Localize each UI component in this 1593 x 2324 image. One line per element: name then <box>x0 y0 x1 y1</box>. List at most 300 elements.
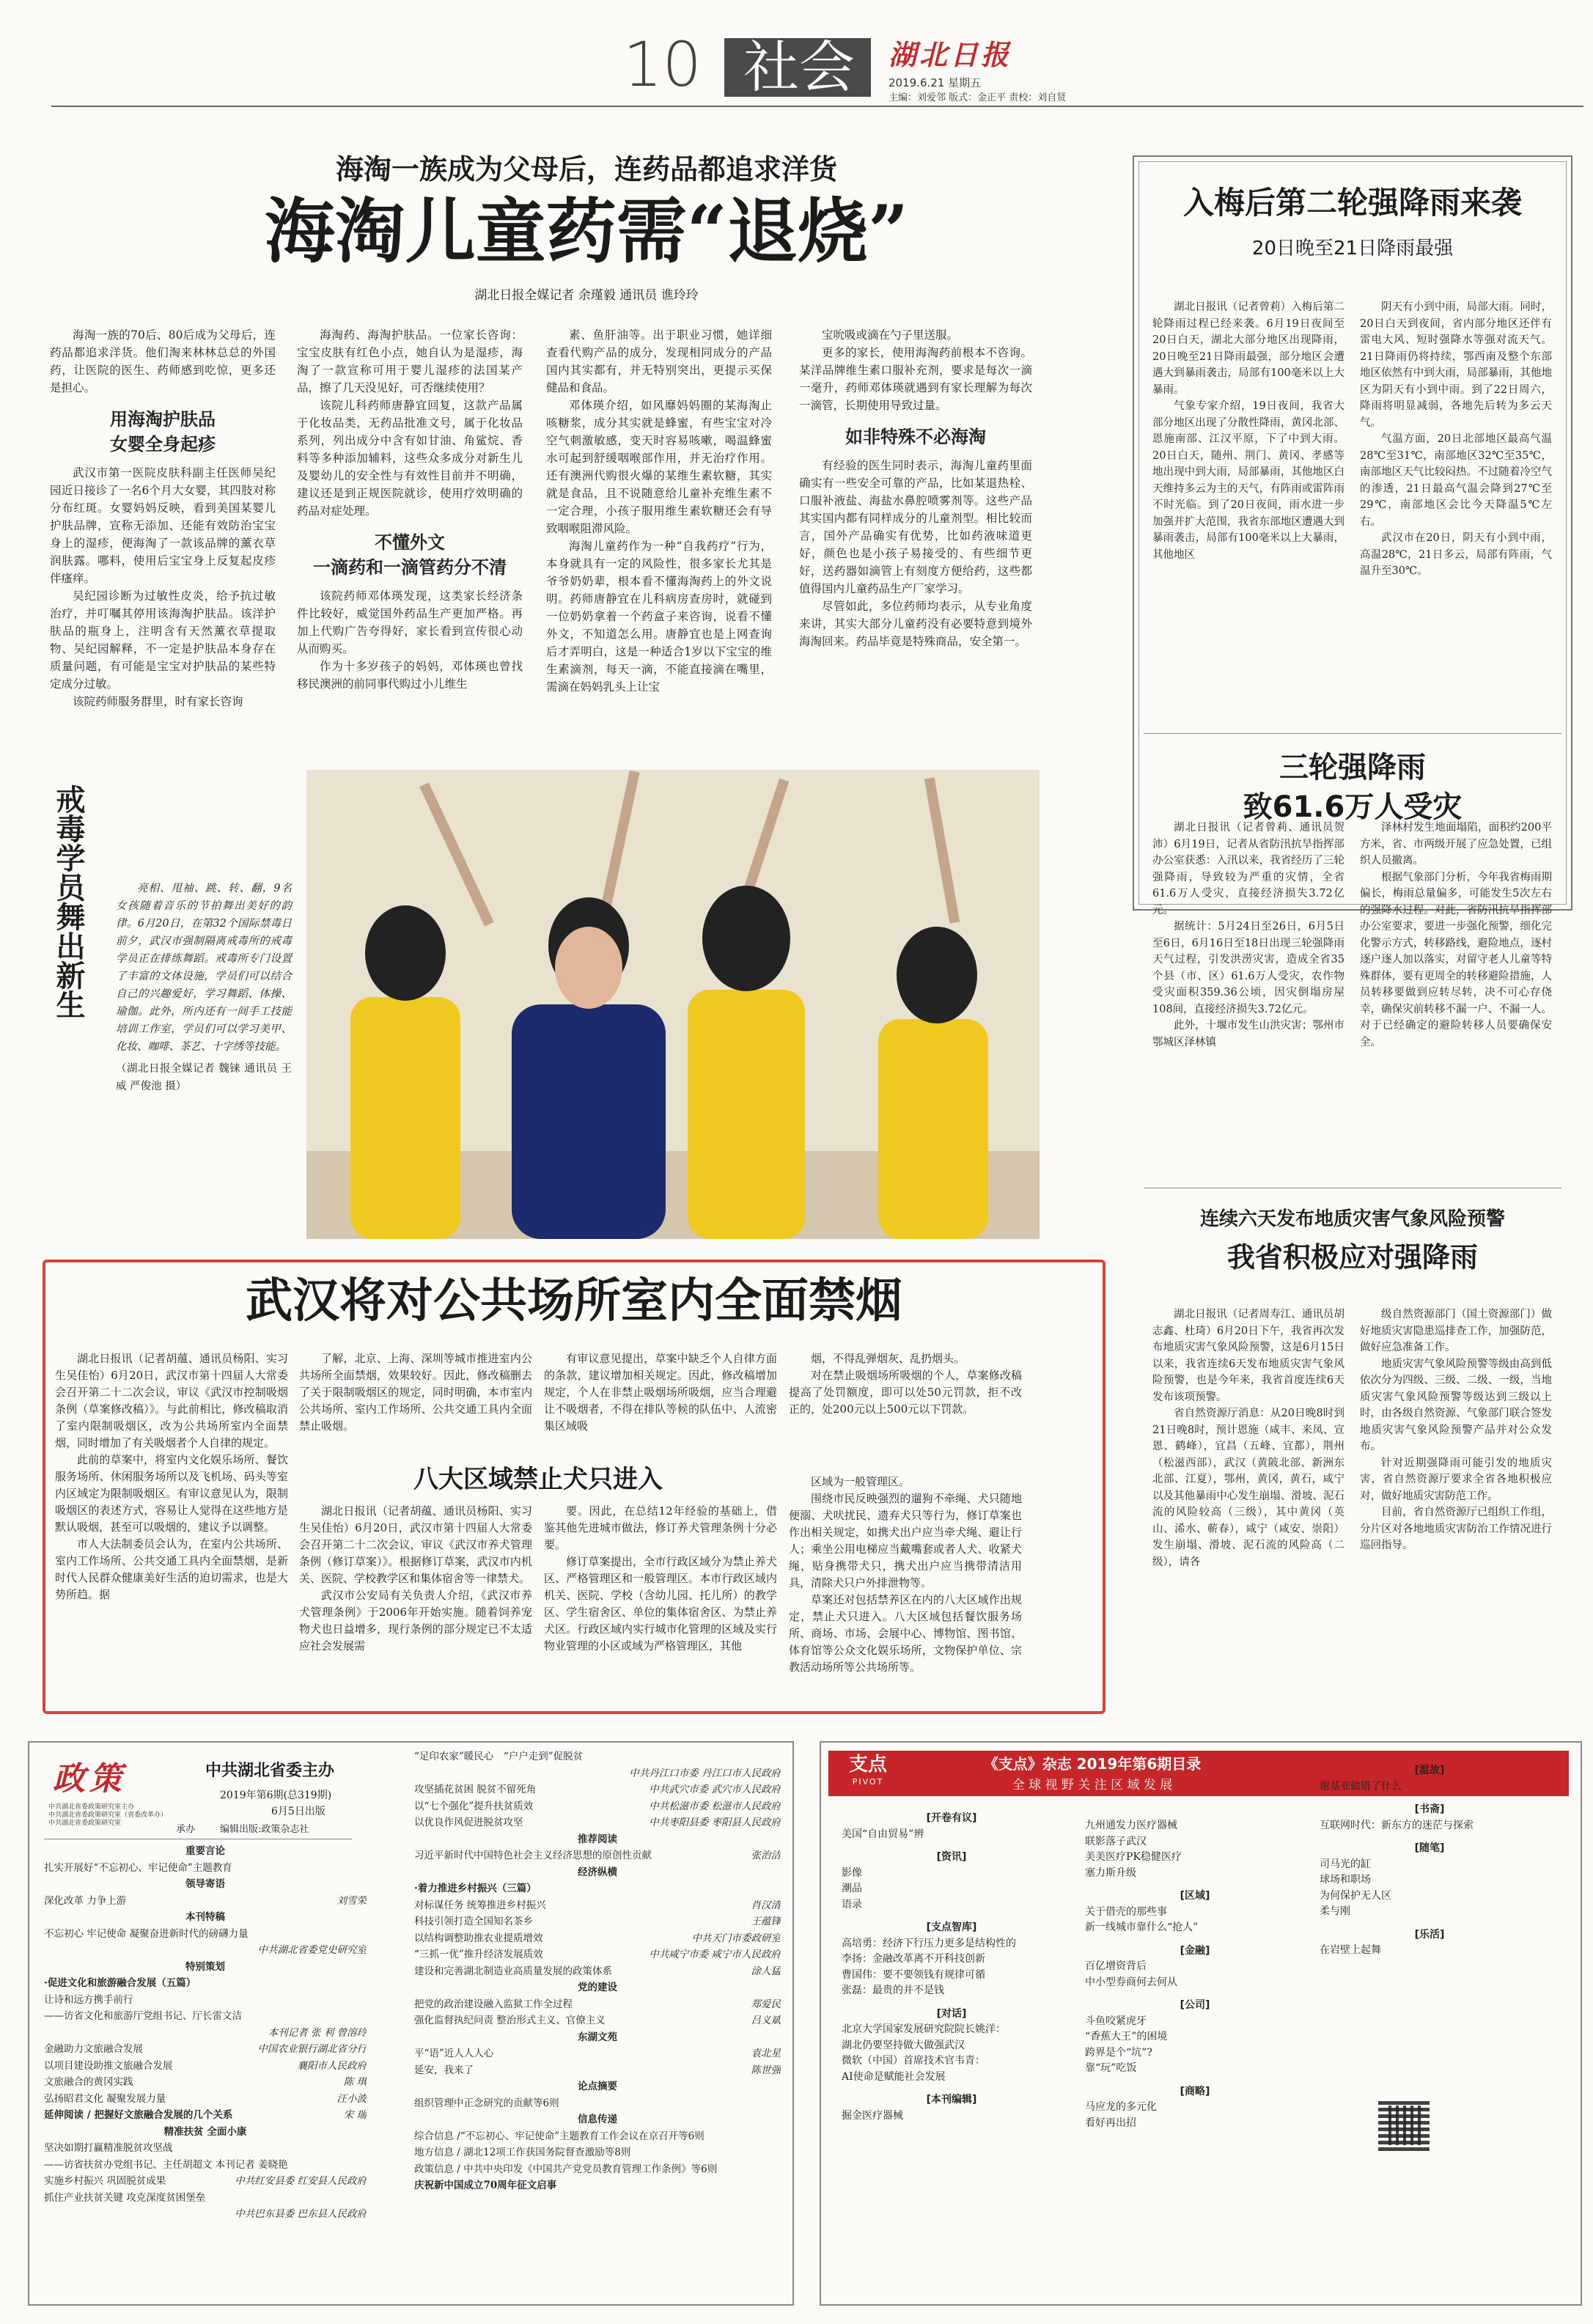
toc-item-title: 文旅融合的黄冈实践 <box>44 2076 133 2088</box>
toc-item <box>414 2111 781 2128</box>
toc-item-title: [随笔] <box>1414 1842 1445 1854</box>
toc-item-title: 重要言论 <box>185 1845 225 1857</box>
rain-divider <box>1144 733 1561 734</box>
toc-item-title: 九州通发力医疗器械 <box>1085 1820 1177 1831</box>
toc-item <box>414 2177 781 2194</box>
toc-item <box>44 2173 367 2190</box>
subhead: 用海淘护肤品 女婴全身起疹 <box>110 409 216 455</box>
toc-item <box>1320 1802 1539 1818</box>
toc-item <box>1085 1811 1305 1818</box>
toc-item <box>842 2053 1062 2070</box>
toc-item-title: 延安，我来了 <box>414 2064 474 2076</box>
toc-item <box>44 2091 367 2108</box>
para: 泽林村发生地面塌陷，面积约200平方米，省、市两级开展了应急处置，已组织人员撤离。 <box>1360 822 1552 867</box>
toc-item-title: 马应龙的多元化 <box>1085 2101 1157 2113</box>
toc-item-title: 司马光的缸 <box>1320 1858 1371 1870</box>
toc-item-title: 球场和职场 <box>1320 1874 1371 1886</box>
dog-subhead: 八大区域禁止犬只进入 <box>413 1465 663 1494</box>
toc-item-title: [公司] <box>1180 1999 1210 2011</box>
toc-item-title: AI使命是赋能社会发展 <box>842 2070 946 2083</box>
toc-item-title: 抓住产业扶贫关键 攻克深度贫困堡垒 <box>44 2191 206 2204</box>
toc-item-title: 新一线城市靠什么“抢人” <box>1085 1922 1199 1933</box>
toc-item <box>44 2074 367 2091</box>
toc-item <box>842 1811 1062 1827</box>
toc-item <box>1320 1943 1539 1959</box>
toc-item-title: “香蕉大王”的困境 <box>1085 2031 1168 2042</box>
toc-item-title: 领导寄语 <box>185 1878 225 1890</box>
para: 目前，省自然资源厅已组织工作组，分片区对各地地质灾害防治工作情况进行巡回指导。 <box>1360 1507 1552 1551</box>
para: 湖北日报讯（记者曾莉）入梅后第二轮降雨过程已经来袭。6月19日夜间至20日白天，湖北大部分地区出现降雨，20日晚至21日降雨最强，部分地区会遭遇大到暴雨袭击，局部有100毫米以上大暴雨。 <box>1152 301 1344 396</box>
toc-item-author: 陈 琪 <box>343 2076 367 2088</box>
toc-item <box>1085 1920 1305 1936</box>
toc-item <box>842 1913 1062 1920</box>
toc-item <box>1085 1834 1305 1850</box>
caption-text: 亮相、甩袖、跳、转、翻，9名女孩随着音乐的节拍舞出美好的韵律。6月20日，在第32个国际禁毒日前夕，武汉市强制隔离戒毒所的戒毒学员正在排练舞蹈。戒毒所专门设置了丰富的文体设施，学员们可以结合自己的兴趣爱好，学习舞蹈、体操、瑜伽。此外，所内还有一间手工技能培训工作室，学员们可以学习美甲、化妆、咖啡、茶艺、十字绣等技能。 <box>116 883 292 1053</box>
toc-item-title: 靠“玩”吃饭 <box>1085 2062 1137 2074</box>
toc-item <box>44 1860 367 1877</box>
qr-code <box>1378 2100 1430 2151</box>
toc-item <box>1085 1889 1305 1905</box>
toc-item-title: 掘金医疗器械 <box>842 2109 903 2122</box>
zhengce-logo: 政策 <box>53 1760 126 1798</box>
toc-item-title: ·着力推进乡村振兴（三篇） <box>414 1883 537 1894</box>
toc-item <box>1085 2100 1305 2116</box>
toc-item <box>414 1979 781 1996</box>
toc-item-title: [开卷有议] <box>926 1812 977 1824</box>
toc-item-title: 党的建设 <box>578 1982 617 1993</box>
zhengce-publisher: 中共湖北省委政策研究室主办 中共湖北省委政策研究室（省委改革办） 中共湖北省委政策研究室 <box>48 1803 168 1827</box>
para: 阴天有小到中雨，局部大雨。同时，20日白天到夜间，省内部分地区还伴有雷电大风、短时强降水等强对流天气。21日降雨仍将持续，鄂西南及整个东部地区依然有中到大雨，局部暴雨，其他地区为阴天有小到中雨。到了22日周六，降雨将明显减弱，各地先后转为多云天气。 <box>1360 301 1552 429</box>
toc-item-title: [温故] <box>1414 1765 1445 1776</box>
toc-item-title: 张磊：最贵的并不是钱 <box>842 1985 944 1996</box>
toc-item <box>44 2025 367 2042</box>
para: 海淘药、海淘护肤品。一位家长咨询：宝宝皮肤有红色小点，她自认为是湿疹，海淘了一款宣称可用于婴儿湿疹的法国某产品，擦了几天没见好，可否继续使用？ <box>297 328 523 394</box>
toc-item-title: [书斋] <box>1414 1803 1445 1815</box>
geo-headline: 我省积极应对强降雨 <box>1226 1240 1478 1273</box>
toc-item-title: 为何保护无人区 <box>1320 1889 1391 1902</box>
para: 武汉市在20日，阴天有小到中雨，高温28℃，21日多云，局部有阵雨，气温升至30℃。 <box>1360 532 1552 577</box>
toc-item-title: 以优良作风促进脱贫攻坚 <box>414 1817 523 1828</box>
toc-item <box>1320 1795 1539 1802</box>
toc-item-title: 东湖文苑 <box>578 2031 617 2043</box>
toc-item-title: 平“语”近人人人心 <box>414 2048 494 2059</box>
zhengce-org: 中共湖北省委主办 <box>205 1762 335 1780</box>
toc-item <box>842 1842 1062 1850</box>
toc-item <box>1085 1990 1305 1998</box>
para: 针对近期强降雨可能引发的地质灾害，省自然资源厅要求全省各地积极应对，做好地质灾害防范工作。 <box>1360 1457 1552 1502</box>
toc-item <box>414 2062 781 2079</box>
zhengce-issue: 2019年第6期(总319期) <box>220 1790 332 1801</box>
toc-item-title: 让诗和远方携手前行 <box>44 1993 133 2006</box>
masthead-rule <box>51 106 1583 107</box>
toc-item-title: [支点智库] <box>926 1922 977 1933</box>
toc-item-title: 经济纵横 <box>578 1866 617 1878</box>
para: 草案还对包括禁养区在内的八大区域作出规定，禁止犬只进入。八大区域包括餐饮服务场所、商场、市场、会展中心、博物馆、图书馆、体育馆等公众文化娱乐场所，文物保护单位、宗教活动场所等公共场所等。 <box>789 1593 1022 1674</box>
toc-item <box>44 2206 367 2223</box>
toc-item <box>1320 1818 1539 1834</box>
toc-item-title: 不忘初心 牢记使命 凝聚奋进新时代的磅礴力量 <box>44 1927 249 1940</box>
staff-line: 主编：刘爱邻 版式：金正平 责校：刘自贤 <box>889 92 1067 103</box>
toc-item <box>414 2029 781 2046</box>
toc-item-title: 联影落子武汉 <box>1085 1835 1147 1847</box>
toc-item-title: [区域] <box>1180 1890 1210 1902</box>
para: 对在禁止吸烟场所吸烟的个人，草案修改稿提高了处罚额度，即可以处50元罚款，拒不改正的，处200元以上500元以下罚款。 <box>789 1369 1022 1416</box>
toc-item-title: 特别策划 <box>185 1960 225 1973</box>
toc-item-author: 中共咸宁市委 咸宁市人民政府 <box>649 1949 781 1960</box>
toc-item <box>44 1843 367 1860</box>
toc-item-title: 论点摘要 <box>578 2081 617 2092</box>
toc-item-author: 王蕴锋 <box>751 1916 781 1927</box>
toc-item-title: 庆祝新中国成立70周年征文启事 <box>414 2180 557 2191</box>
toc-item-title: 延伸阅读 / 把握好文旅融合发展的几个关系 <box>44 2109 233 2121</box>
toc-item <box>1085 2077 1305 2084</box>
toc-item <box>1085 1936 1305 1944</box>
toc-item-title: “足印农家”暖民心 “户户走到”促脱贫 <box>414 1751 584 1762</box>
toc-item-title: 影像 <box>842 1867 862 1879</box>
toc-item <box>44 2058 367 2075</box>
kicker: 海淘一族成为父母后，连药品都追求洋货 <box>335 153 837 185</box>
para: 烟，不得乱弹烟灰、乱扔烟头。 <box>811 1352 965 1365</box>
toc-item <box>1085 1905 1305 1921</box>
toc-item-author: 中共枣阳县委 枣阳县人民政府 <box>649 1817 781 1828</box>
toc-item-title: 百亿增资背后 <box>1085 1960 1147 1972</box>
toc-item <box>1085 1881 1305 1889</box>
toc-item-title: 关于借壳的那些事 <box>1085 1905 1167 1918</box>
rain-headline: 入梅后第二轮强降雨来袭 <box>1182 185 1522 221</box>
toc-item-title: [商略] <box>1180 2085 1210 2097</box>
toc-item <box>414 1814 781 1831</box>
toc-item-author: 宋 瑞 <box>343 2109 367 2121</box>
a1-col2 <box>297 326 523 693</box>
para: 气象专家介绍，19日夜间，我省大部分地区出现了分散性降雨，黄冈北部、恩施南部、江汉平原，下了中到大雨。20日白天，随州、荆门、黄冈、孝感等地出现中到大雨，局部暴雨，其他地区白天维持多云为主的天气，有阵雨或雷阵雨不时光临。到了20日夜间，雨水进一步加强并扩大范围，我省东部地区遭遇大到暴雨袭击，局部有100毫米以上大暴雨，其他地区 <box>1152 400 1344 561</box>
toc-item <box>414 1781 781 1798</box>
toc-item-author: 中共红安县委 红安县人民政府 <box>235 2175 367 2187</box>
toc-item-title: ·促进文化和旅游融合发展（五篇） <box>44 1977 196 1989</box>
para: 据统计：5月24日至26日，6月5日至6日，6月16日至18日出现三轮强降雨天气过程，引发洪涝灾害，造成全省35个县（市、区）61.6万人受灾，农作物受灾面积359.36公顷，因灾倒塌房屋108间，直接经济损失3.72亿元。 <box>1152 921 1344 1015</box>
zhidian-toc-col3 <box>1320 1763 1539 1959</box>
para: 区域为一般管理区。 <box>811 1475 910 1488</box>
paper-name: 湖北日报 <box>889 38 1012 71</box>
a6-col4 <box>789 1350 1022 1418</box>
rain-subtitle: 20日晚至21日降雨最强 <box>1251 238 1454 260</box>
para: 吴纪园诊断为过敏性皮炎，给予抗过敏治疗，并叮嘱其停用该海淘护肤品。该洋护肤品的瓶身上，注明含有天然薰衣草提取物、吴纪园解释，不一定是护肤品本身存在质量问题，有可能是宝宝对护肤品的某些特定成分过敏。 <box>50 589 276 691</box>
toc-item-title: ——访省扶贫办党组书记、主任胡超文 本刊记者 姜晓艳 <box>44 2158 288 2171</box>
toc-item <box>414 1798 781 1815</box>
toc-item <box>414 1946 781 1963</box>
zhidian-slogan: 全 球 视 野 关 注 区 域 发 展 <box>1012 1778 1173 1792</box>
byline: 湖北日报全媒记者 余瑾毅 通讯员 谯玲玲 <box>474 288 699 303</box>
toc-item-title: 看好再出招 <box>1085 2117 1136 2129</box>
a2-col1 <box>1152 299 1344 563</box>
toc-item-title: 本刊特稿 <box>185 1911 225 1923</box>
toc-item <box>1085 1998 1305 2014</box>
para: 该院药师邓体瑛发现，这类家长经济条件比较好，威觉国外药品生产更加严格。再加上代购广告夸得好，家长看到宣传很心动从而购买。 <box>297 589 523 655</box>
toc-item <box>44 1909 367 1926</box>
toc-item-title: 美国“自由贸易”辨 <box>842 1828 924 1840</box>
toc-item <box>414 2144 781 2161</box>
toc-item <box>1320 1857 1539 1873</box>
para: 了解，北京、上海、深圳等城市推进室内公共场所全面禁烟，效果较好。因此，修改稿删去了关于限制吸烟区的规定，同时明确，本市室内公共场所、室内工作场所、公共交通工具内全面禁止吸烟。 <box>299 1352 532 1433</box>
para: 围绕市民反映强烈的遛狗不牵绳、犬只随地便溺、犬吠扰民、遗弃犬只等行为，修订草案也作出相关规定，如携犬出户应当牵犬绳、避让行人；乘坐公用电梯应当戴嘴套或者人犬、收紧犬绳，贴身携带犬只，携犬出户应当携带清洁用具，清除犬只户外排泄物等。 <box>789 1492 1022 1589</box>
issue-date: 2019.6.21 星期五 <box>889 76 982 89</box>
toc-item <box>44 1926 367 1943</box>
toc-item-title: 推荐阅读 <box>578 1833 617 1845</box>
a3-col1 <box>1152 820 1344 1051</box>
toc-item-title: “三抓一优”推升经济发展质效 <box>414 1949 543 1960</box>
toc-item-title: 美美医疗PK稳健医疗 <box>1085 1851 1182 1863</box>
toc-item <box>414 2095 781 2112</box>
toc-item-title: 湖北仍要坚持做大做强武汉 <box>842 2039 965 2051</box>
photo-headline: 戒毒学员舞出新生 <box>51 784 86 1019</box>
para: 海淘儿童药作为一种“自我药疗”行为，本身就具有一定的风险性，很多家长尤其是爷爷奶奶辈，根本看不懂海淘药上的外文说明。药师唐静宜在儿科病房查房时，就碰到一位奶奶拿着一个药盒子来咨询，说看不懂外文，不知道怎么用。唐静宜也是上网查询后才弄明白，这是一种适合1岁以下宝宝的维生素滴剂，每天一滴，不能直接滴在嘴里，需滴在妈妈乳头上让宝 <box>546 540 772 694</box>
a6-dcol1 <box>299 1503 532 1655</box>
para: 该院药师服务群里，时有家长咨询 <box>73 695 243 708</box>
toc-item <box>44 2140 367 2157</box>
toc-item <box>842 1952 1062 1968</box>
toc-item <box>414 1765 781 1782</box>
toc-item-title: 在岩壁上起舞 <box>1320 1944 1381 1956</box>
toc-item <box>44 1942 367 1959</box>
toc-item-title: ——访省文化和旅游厅党组书记、厅长雷文洁 <box>44 2010 242 2022</box>
toc-item <box>414 1831 781 1848</box>
a1-col1 <box>50 326 276 710</box>
flood-headline: 三轮强降雨 致61.6万人受灾 <box>1243 751 1463 824</box>
toc-item <box>414 1880 781 1897</box>
toc-item <box>414 1963 781 1980</box>
para: 海淘一族的70后、80后成为父母后，连药品都追求洋货。他们淘来林林总总的外国药，让医院的医生、药师感到吃惊，更多还是担心。 <box>50 328 276 394</box>
toc-item-author: 肖汉清 <box>751 1899 781 1911</box>
toc-item <box>842 1968 1062 1984</box>
toc-item-title: 本刊记者 张 利 曾溶玲 <box>268 2026 367 2039</box>
toc-item-author: 刘雪荣 <box>336 1894 367 1907</box>
toc-item-title: 深化改革 力争上游 <box>44 1894 127 1907</box>
toc-item-title: 语录 <box>842 1898 862 1911</box>
toc-item-title: 建设和完善湖北制造业高质量发展的政策体系 <box>414 1965 612 1977</box>
para: 尽管如此，多位药师均表示，从专业角度来讲，其实大部分儿童药没有必要特意到境外海淘回来。药品毕竟是特殊商品，安全第一。 <box>799 600 1032 648</box>
geo-kicker: 连续六天发布地质灾害气象风险预警 <box>1199 1208 1505 1230</box>
toc-item <box>1085 1866 1305 1882</box>
a3-col2 <box>1360 820 1552 1051</box>
para: 该院儿科药师唐静宜回复，这款产品属于化妆品类，无药品批准文号，属于化妆品系列，列出成分中含有如甘油、角鲨烷、香料等多种添加辅料，这些众多成分对新生儿及婴幼儿的安全性与有效性目前并不明确，建议还是到正规医院就诊，使用疗效明确的药品对症处理。 <box>297 399 523 518</box>
toc-item <box>842 2007 1062 2023</box>
a5-col1 <box>1152 1306 1344 1570</box>
zhidian-logo-en: PIVOT <box>852 1777 884 1787</box>
toc-item-title: [对话] <box>936 2007 967 2020</box>
headline: 海淘儿童药需“退烧” <box>264 190 909 273</box>
toc-item <box>842 2022 1062 2038</box>
zhengce-toc-left <box>44 1843 367 2223</box>
toc-item-title: 高培勇：经济下行压力更多是结构性的 <box>842 1937 1016 1949</box>
toc-item-author: 郑爱民 <box>751 1998 781 2010</box>
toc-item-title: 科技引领打造全国知名茶乡 <box>414 1916 533 1927</box>
toc-item-title: 潮品 <box>842 1883 862 1894</box>
toc-item-title: 政策信息 / 中共中央印发《中国共产党党员教育管理工作条例》等6则 <box>414 2163 718 2175</box>
toc-item <box>842 1827 1062 1843</box>
para: 湖北日报讯（记者曾莉、通讯员贺沛）6月19日，记者从省防汛抗旱指挥部办公室获悉：入汛以来，我省经历了三轮强降雨，导致较为严重的灾情，全省61.6万人受灾，直接经济损失3.72亿元。 <box>1152 822 1344 916</box>
toc-item-title: 扎实开展好“不忘初心、牢记使命”主题教育 <box>44 1861 232 1874</box>
para: 气温方面，20日北部地区最高气温28℃至31℃，南部地区32℃至35℃，南部地区天气比较闷热。不过随着冷空气的渗透，21日最高气温会降到27℃至29℃，南部地区会比今天降温5℃左右。 <box>1360 433 1552 528</box>
photo-illustration <box>306 770 1040 1239</box>
toc-item <box>414 1930 781 1947</box>
photo-caption <box>116 880 292 1095</box>
para: 根据气象部门分析，今年我省梅雨期偏长，梅雨总量偏多，可能发生5次左右的强降水过程。对此，省防汛抗旱指挥部办公室要求，要进一步强化预警，细化完化警示方式，转移路线，避险地点，逐村逐户逐人加以落实，对留守老人儿童等特殊群体，要有更周全的转移避险措施，人员转移要做到应转尽转，决不可心存侥幸，确保灾前转移不漏一户、不漏一人。对于已经确定的避险转移人员要确保安全。 <box>1360 871 1552 1048</box>
para: 湖北日报讯（记者胡蕴、通讯员杨阳、实习生吴佳怡）6月20日，武汉市第十四届人大常委会召开第二十二次会议，审议《武汉市养犬管理条例（修订草案）》。根据修订草案，武汉市内机关、医院、学校教学区和集体宿舍等一律禁犬。 <box>299 1504 532 1585</box>
zhengce-toc-right <box>414 1748 781 2194</box>
toc-item-title: 谢基亚做错了什么 <box>1320 1780 1402 1792</box>
toc-item <box>842 1866 1062 1882</box>
qr-inner <box>1384 2106 1424 2145</box>
masthead <box>0 0 1593 110</box>
toc-item <box>1085 1944 1305 1960</box>
toc-item <box>1320 1872 1539 1889</box>
para: 市人大法制委员会认为，在室内公共场所、室内工作场所、公共交通工具内全面禁烟，是新时代人民群众健康美好生活的迫切需求，也是大势所趋。据 <box>55 1537 288 1601</box>
toc-item-title: 综合信息 /“不忘初心、牢记使命”主题教育工作会议在京召开等6则 <box>414 2130 704 2142</box>
zhidian-toc-col2 <box>1085 1811 1305 2131</box>
para: 有经验的医生同时表示，海淘儿童药里面确实有一些安全可靠的产品，比如某退热栓、口服补液盐、海盐水鼻腔喷雾剂等。这些产品其实国内都有同样成分的儿童剂型。相比较而言，国外产品确实有优势，比如药液味道更好，颜色也是小孩子易接受的、有些细节更好，送药器如滴管上有刻度方便给药，这些都值得国内儿童药品生产厂家学习。 <box>799 459 1032 595</box>
subhead: 如非特殊不必海淘 <box>845 427 986 447</box>
toc-item-title: 互联网时代：新东方的迷茫与探索 <box>1320 1819 1474 1831</box>
para: 武汉市公安局有关负责人介绍，《武汉市养犬管理条例》于2006年开始实施。随着饲养宠物犬也日益增多，现行条例的部分规定已不太适应社会发展需 <box>299 1589 532 1652</box>
para: 修订草案提出，全市行政区域分为禁止养犬区、严格管理区和一般管理区。本市行政区域内机关、医院、学校（含幼儿园、托儿所）的教学区、学生宿舍区、单位的集体宿舍区、为禁止养犬区。行政区域内实行城市化管理的区域及实行物业管理的小区或域为严格管理区，其他 <box>544 1555 777 1652</box>
toc-item-title: 习近平新时代中国特色社会主义经济思想的原创性贡献 <box>414 1850 652 1861</box>
zhengce-sponsor: 承办 <box>176 1824 196 1835</box>
toc-item-title: 对标谋任务 统筹推进乡村振兴 <box>414 1899 546 1911</box>
toc-item-title: 微软（中国）首席技术官韦青： <box>842 2055 985 2067</box>
toc-item <box>414 2045 781 2062</box>
para: 要。因此，在总结12年经验的基础上，借鉴其他先进城市做法，修订养犬管理条例十分必要。 <box>544 1504 777 1551</box>
toc-item-title: 北京大学国家发展研究院院长姚洋： <box>842 2023 1006 2035</box>
toc-item-author: 吕义斌 <box>751 2015 781 2026</box>
toc-item <box>1085 2084 1305 2100</box>
toc-item <box>842 1920 1062 1936</box>
toc-item-title: 跨界是个“坑”? <box>1085 2046 1152 2059</box>
toc-item-title: 以“七个强化”提升扶贫质效 <box>414 1800 534 1812</box>
toc-item <box>414 1913 781 1930</box>
toc-item <box>414 1996 781 2013</box>
toc-item <box>44 2107 367 2124</box>
toc-item <box>1085 1818 1305 1834</box>
toc-item-title: 弘扬昭君文化 凝聚发展力量 <box>44 2092 166 2105</box>
toc-item <box>1085 1959 1305 1975</box>
toc-item-author: 中共天门市委政研室 <box>691 1932 781 1944</box>
para: 宝吮吸或滴在勺子里送服。 <box>822 328 959 342</box>
toc-item <box>1320 1841 1539 1857</box>
toc-item-author: 汪小波 <box>336 2092 367 2105</box>
toc-item-title: 曹国伟：要不要领钱有规律可循 <box>842 1968 985 1981</box>
toc-item <box>842 1850 1062 1866</box>
drug-rehab-photo <box>306 770 1040 1239</box>
para: 此前的草案中，将室内文化娱乐场所、餐饮服务场所、休闲服务场所以及飞机场、码头等室内区域定为限制吸烟区。有审议意见认为，限制吸烟区的表述方式，容易让人觉得在这些地方是默认吸烟，甚至可以吸烟的，建议予以调整。 <box>55 1453 288 1534</box>
toc-item <box>1085 1975 1305 1991</box>
toc-item-title: 把党的政治建设融入监狱工作全过程 <box>414 1998 573 2010</box>
toc-item-title: 李扬：金融改革离不开科技创新 <box>842 1953 985 1965</box>
smoking-headline: 武汉将对公共场所室内全面禁烟 <box>246 1274 902 1328</box>
toc-item-title: [金融] <box>1180 1944 1210 1957</box>
toc-item-author: 中共松滋市委 松滋市人民政府 <box>649 1800 781 1812</box>
toc-item <box>1320 1904 1539 1920</box>
toc-item <box>44 1876 367 1893</box>
a6-dcol2 <box>544 1503 777 1655</box>
toc-item-title: 塞力斯升级 <box>1085 1867 1136 1879</box>
para: 此外，十堰市发生山洪灾害；鄂州市鄂城区泽林镇 <box>1152 1020 1344 1048</box>
toc-item-title: 中小型券商何去何从 <box>1085 1976 1177 1988</box>
toc-item <box>414 1748 781 1765</box>
para: 作为十多岁孩子的妈妈，邓体瑛也曾找移民澳洲的前同事代购过小儿维生 <box>297 660 523 691</box>
toc-item-title: 中共湖北省委党史研究室 <box>257 1944 367 1956</box>
toc-item <box>1085 2014 1305 2030</box>
toc-item-title: 精准扶贫 全面小康 <box>163 2125 247 2138</box>
toc-item <box>1085 2061 1305 2077</box>
toc-item <box>842 2038 1062 2054</box>
toc-item-title: 攻坚插花贫困 脱贫不留死角 <box>414 1784 537 1795</box>
toc-item <box>842 2085 1062 2092</box>
toc-item <box>842 1999 1062 2007</box>
para: 更多的家长，使用海淘药前根本不咨询。某洋品牌维生素口服补充剂，要求是每次一滴一毫升，药师邓体瑛就遇到有家长理解为每次一滴管，长期使用导致过量。 <box>799 346 1032 412</box>
toc-item-author: 襄阳市人民政府 <box>297 2059 367 2072</box>
toc-item <box>842 1897 1062 1913</box>
zhengce-editor: 编辑出版:政策杂志社 <box>220 1824 309 1835</box>
toc-item <box>44 2124 367 2141</box>
toc-item-title: 以项目建设助推文旅融合发展 <box>44 2059 173 2072</box>
para: 级自然资源部门（国土资源部门）做好地质灾害隐患巡排查工作，加强防范，做好应急准备工作。 <box>1360 1309 1552 1353</box>
toc-item-title: 柔与刚 <box>1320 1905 1350 1917</box>
toc-item <box>414 2078 781 2095</box>
para: 湖北日报讯（记者周寿江、通讯员胡志鑫、杜琦）6月20日下午，我省再次发布地质灾害气象风险预警，这是6月15日以来，我省连续6天发布地质灾害气象风险预警，也是今年来，我省首度连续6天发布该项预警。 <box>1152 1309 1344 1403</box>
para: 有审议意见提出，草案中缺乏个人自律方面的条款，建议增加相关规定。因此，修改稿增加规定，个人在非禁止吸烟场所吸烟，应当合理避让不吸烟者，不得在排队等候的队伍中、人流密集区域吸 <box>544 1352 777 1433</box>
a2-col2 <box>1360 299 1552 580</box>
toc-item-author: 涂人猛 <box>751 1965 781 1977</box>
toc-item-title: [乐活] <box>1414 1928 1445 1941</box>
toc-item-title: 坚决如期打赢精准脱贫攻坚战 <box>44 2142 173 2154</box>
para: 省自然资源厅消息：从20日晚8时到21日晚8时，预计恩施（咸丰、来凤、宣恩、鹤峰），宜昌（五峰、宜都），荆州（松滋西部），武汉（黄陂北部、新洲东北部、江夏），鄂州，黄冈，黄石，咸宁以及其他暴雨中心发生崩塌、滑坡、泥石流的风险较高（三级），其中黄冈（英山、浠水、蕲春），咸宁（咸安、崇阳）发生崩塌、滑坡、泥石流的风险高（二级），请各 <box>1152 1408 1344 1568</box>
toc-item-title: 中共丹江口市委 丹江口市人民政府 <box>629 1767 781 1779</box>
page-number: 10 <box>623 29 702 100</box>
toc-item <box>44 1959 367 1976</box>
toc-item <box>44 1975 367 1992</box>
toc-item <box>842 1983 1062 1999</box>
toc-item <box>44 2157 367 2174</box>
toc-item <box>1085 1850 1305 1866</box>
toc-item-title: [资讯] <box>936 1851 967 1863</box>
toc-item <box>842 2070 1062 2086</box>
para: 素、鱼肝油等。出于职业习惯，她详细查看代购产品的成分，发现相同成分的产品国内其实都有，并无特别突出，更提示买保健品和食品。 <box>546 328 772 394</box>
toc-item <box>1320 1927 1539 1944</box>
toc-item-title: 强化监督执纪问责 整治形式主义、官僚主义 <box>414 2015 606 2026</box>
toc-item-author: 中共武穴市委 武穴市人民政府 <box>649 1784 781 1795</box>
toc-item-title: 地方信息 / 湖北12项工作获国务院督查激励等8则 <box>414 2147 631 2158</box>
zhidian-logo-cn: 支点 <box>848 1754 887 1776</box>
toc-item-title: 斗鱼咬紧虎牙 <box>1085 2015 1147 2027</box>
toc-item <box>1085 2116 1305 2132</box>
toc-item <box>842 1881 1062 1897</box>
toc-item-title: 以结构调整助推农业提质增效 <box>414 1932 543 1944</box>
a6-col2 <box>299 1350 532 1435</box>
toc-item <box>44 1893 367 1910</box>
toc-item-title: 信息传递 <box>578 2114 617 2125</box>
toc-item <box>1085 2045 1305 2062</box>
toc-item-title: [本刊编辑] <box>926 2094 977 2106</box>
toc-item-author: 张治洁 <box>751 1850 781 1861</box>
a6-col3 <box>544 1350 777 1435</box>
zhidian-logo <box>836 1752 900 1795</box>
subhead: 不懂外文 一滴药和一滴管药分不清 <box>313 532 507 578</box>
a6-col1 <box>55 1350 288 1603</box>
toc-item <box>414 1847 781 1864</box>
toc-item <box>414 2128 781 2145</box>
toc-item <box>44 2190 367 2207</box>
section-title: 社会 <box>743 34 855 100</box>
para: 湖北日报讯（记者胡蕴、通讯员杨阳、实习生吴佳怡）6月20日，武汉市第十四届人大常委会召开第二十二次会议，审议《武汉市控制吸烟条例（草案修改稿）》。与此前相比，修改稿取消了室内限制吸烟区，改为公共场所室内全面禁烟，同时增加了有关吸烟者个人自律的规定。 <box>55 1352 288 1449</box>
